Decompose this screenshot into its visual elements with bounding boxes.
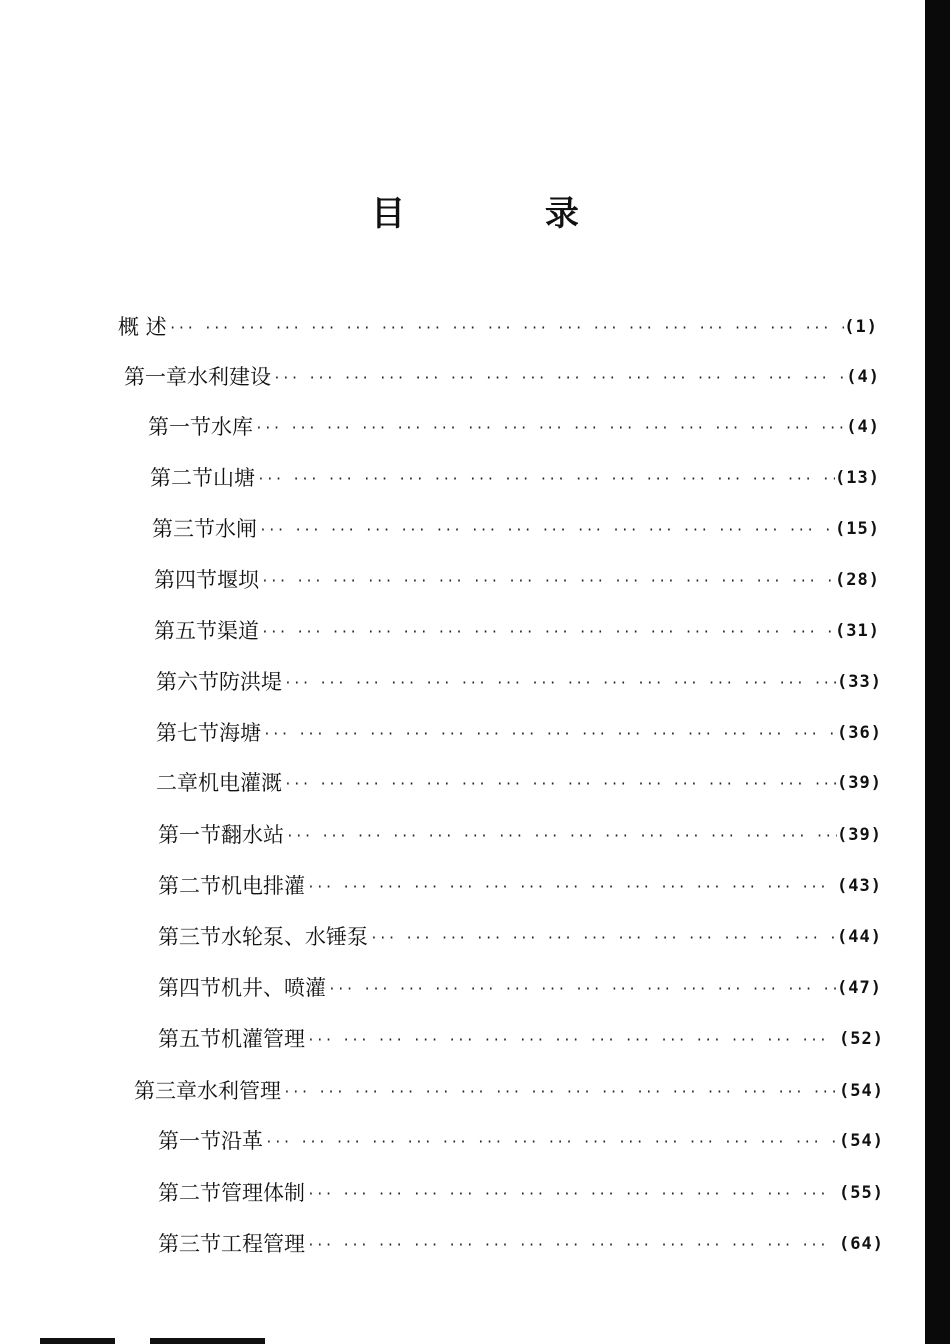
- toc-dot-leader: [282, 770, 837, 800]
- toc-page-number: (54): [839, 1081, 884, 1101]
- toc-chapter[interactable]: [124, 362, 880, 392]
- toc-entry-title: 渠道: [217, 619, 259, 643]
- toc-dot-leader: [261, 720, 837, 750]
- toc-dot-leader: [257, 516, 835, 546]
- toc-dot-leader: [281, 1078, 839, 1108]
- toc-entry-title: 防洪堤: [219, 670, 282, 694]
- toc-section-label: 第四节: [158, 976, 221, 1000]
- toc-page-number: (54): [839, 1131, 884, 1151]
- scan-bottom-mark: [150, 1338, 265, 1344]
- toc-dot-leader: [271, 364, 846, 394]
- toc-dot-leader: [259, 567, 835, 597]
- toc-chapter[interactable]: [156, 768, 882, 798]
- toc-entry-title: 山塘: [213, 466, 255, 490]
- toc-page-number: (43): [837, 876, 882, 896]
- toc-section[interactable]: [158, 1229, 884, 1259]
- toc-dot-leader: [259, 618, 835, 648]
- toc-entry-title: 水利管理: [197, 1079, 281, 1103]
- toc-entry-title: 水利建设: [187, 365, 271, 389]
- toc-page-number: (36): [837, 723, 882, 743]
- toc-page-number: (33): [837, 672, 882, 692]
- toc-page-number: (28): [835, 570, 880, 590]
- toc-section[interactable]: [154, 565, 880, 595]
- toc-entry-title: 机电排灌: [221, 874, 305, 898]
- toc-section-label: 第三节: [158, 1232, 221, 1256]
- toc-section-label: 第二节: [158, 1181, 221, 1205]
- toc-page-number: (64): [839, 1234, 884, 1254]
- toc-entry-title: 机电灌溉: [198, 771, 282, 795]
- toc-section[interactable]: [158, 973, 882, 1003]
- toc-entry-title: 管理体制: [221, 1181, 305, 1205]
- toc-section-label: 二章: [156, 771, 198, 795]
- toc-section[interactable]: [152, 514, 880, 544]
- toc-entry-title: 水库: [211, 415, 253, 439]
- toc-section-label: 概 述: [118, 315, 167, 339]
- toc-dot-leader: [368, 924, 837, 954]
- toc-chapter[interactable]: [134, 1076, 884, 1106]
- toc-section[interactable]: [156, 667, 882, 697]
- toc-section[interactable]: [156, 718, 882, 748]
- toc-dot-leader: [305, 873, 837, 903]
- toc-page-number: (39): [837, 825, 882, 845]
- toc-page-number: (52): [839, 1029, 884, 1049]
- toc-entry-title: 海塘: [219, 721, 261, 745]
- toc-section-label: 第二节: [158, 874, 221, 898]
- toc-entry-title: 水轮泵、水锤泵: [221, 925, 368, 949]
- toc-page-number: (4): [846, 417, 880, 437]
- toc-entry-title: 堰坝: [217, 568, 259, 592]
- toc-entry-title: 机灌管理: [221, 1027, 305, 1051]
- toc-page-number: (47): [837, 978, 882, 998]
- toc-section-label: 第六节: [156, 670, 219, 694]
- toc-section-label: 第五节: [154, 619, 217, 643]
- toc-section-label: 第一节: [158, 823, 221, 847]
- toc-section[interactable]: [148, 412, 880, 442]
- toc-section-label: 第三章: [134, 1079, 197, 1103]
- page-title: 目 录: [371, 194, 643, 234]
- toc-section[interactable]: [158, 1178, 884, 1208]
- toc-dot-leader: [305, 1231, 839, 1261]
- toc-section[interactable]: [150, 463, 880, 493]
- scan-bottom-mark: [40, 1338, 115, 1344]
- toc-entry-title: 水闸: [215, 517, 257, 541]
- toc-entry-title: 翻水站: [221, 823, 284, 847]
- toc-dot-leader: [284, 822, 837, 852]
- toc-dot-leader: [253, 414, 846, 444]
- toc-dot-leader: [167, 314, 845, 344]
- toc-entry[interactable]: [118, 312, 878, 342]
- toc-page-number: (31): [835, 621, 880, 641]
- toc-section-label: 第一章: [124, 365, 187, 389]
- toc-page-number: (44): [837, 927, 882, 947]
- toc-section[interactable]: [154, 616, 880, 646]
- toc-section-label: 第二节: [150, 466, 213, 490]
- toc-page-number: (13): [835, 468, 880, 488]
- toc-dot-leader: [263, 1128, 839, 1158]
- toc-dot-leader: [305, 1180, 839, 1210]
- toc-section-label: 第一节: [148, 415, 211, 439]
- toc-section[interactable]: [158, 871, 882, 901]
- toc-section[interactable]: [158, 1126, 884, 1156]
- toc-section[interactable]: [158, 820, 882, 850]
- toc-entry-title: 机井、喷灌: [221, 976, 326, 1000]
- toc-dot-leader: [255, 465, 835, 495]
- toc-page-number: (55): [839, 1183, 884, 1203]
- toc-section-label: 第七节: [156, 721, 219, 745]
- toc-page-number: (4): [846, 367, 880, 387]
- toc-section-label: 第四节: [154, 568, 217, 592]
- toc-page-number: (1): [844, 317, 878, 337]
- toc-section[interactable]: [158, 1024, 884, 1054]
- toc-dot-leader: [305, 1026, 839, 1056]
- toc-entry-title: 沿革: [221, 1129, 263, 1153]
- toc-section-label: 第三节: [152, 517, 215, 541]
- toc-page-number: (15): [835, 519, 880, 539]
- toc-section[interactable]: [158, 922, 882, 952]
- toc-page-number: (39): [837, 773, 882, 793]
- toc-entry-title: 工程管理: [221, 1232, 305, 1256]
- toc-dot-leader: [326, 975, 837, 1005]
- toc-section-label: 第三节: [158, 925, 221, 949]
- toc-section-label: 第五节: [158, 1027, 221, 1051]
- toc-dot-leader: [282, 669, 837, 699]
- toc-section-label: 第一节: [158, 1129, 221, 1153]
